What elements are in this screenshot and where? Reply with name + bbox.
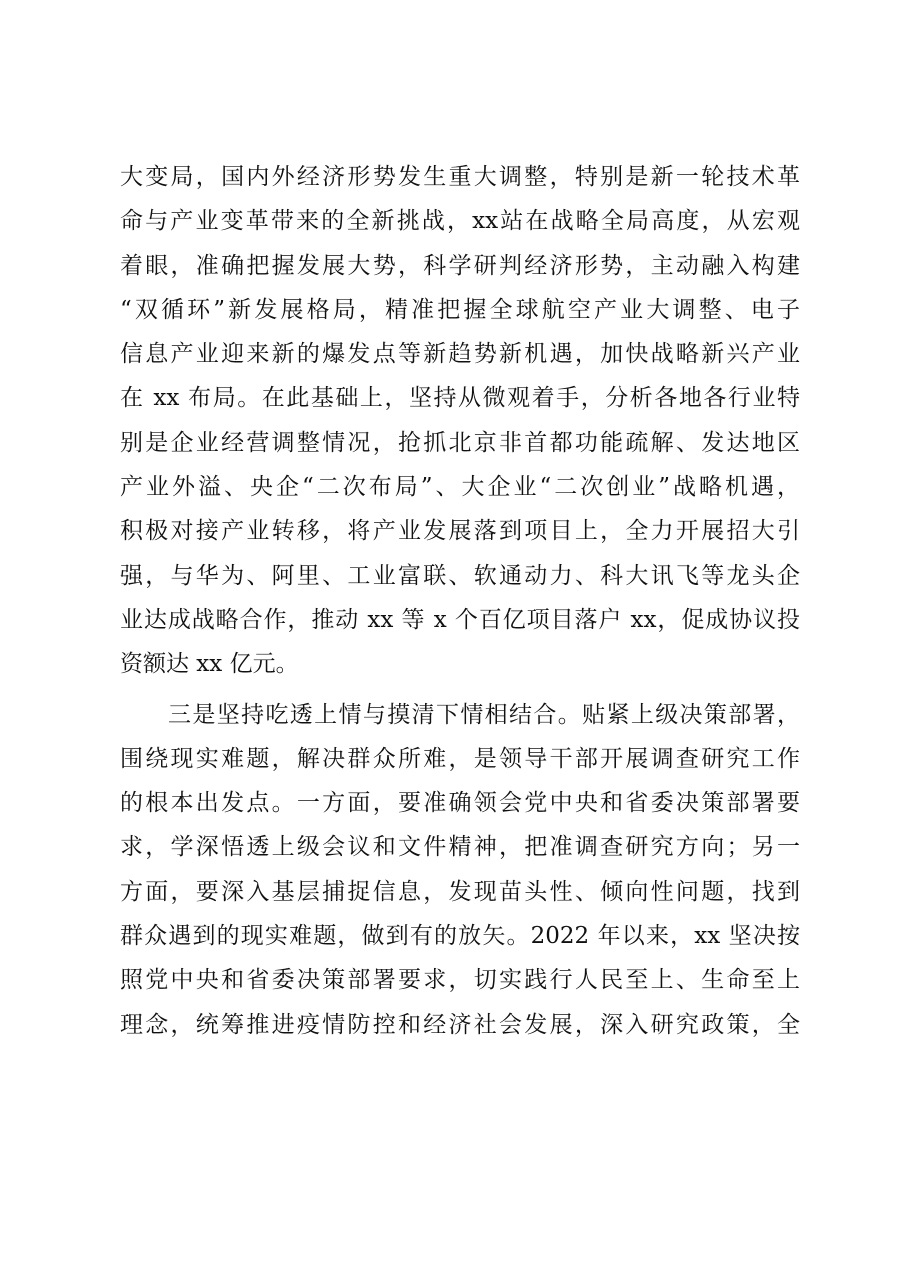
body-text (120, 155, 800, 1047)
text-line: 的根本出发点。一方面，要准确领会党中央和省委决策部署要 (120, 790, 800, 817)
text-line: 强，与华为、阿里、工业富联、软通动力、科大讯飞等龙头企 (120, 562, 800, 589)
paragraph-1 (120, 155, 800, 687)
text-line: “双循环”新发展格局，精准把握全球航空产业大调整、电子 (120, 296, 800, 323)
text-line: 群众遇到的现实难题，做到有的放矢。2022 年以来，xx 坚决按 (120, 923, 800, 950)
text-line: 在 xx 布局。在此基础上，坚持从微观着手，分析各地各行业特 (120, 385, 800, 412)
text-line: 着眼，准确把握发展大势，科学研判经济形势，主动融入构建 (120, 252, 800, 279)
paragraph-2 (120, 693, 800, 1047)
text-line: 照党中央和省委决策部署要求，切实践行人民至上、生命至上 (120, 967, 800, 994)
text-line: 积极对接产业转移，将产业发展落到项目上，全力开展招大引 (120, 518, 800, 545)
text-line: 产业外溢、央企“二次布局”、大企业“二次创业”战略机遇， (120, 474, 800, 501)
text-line: 大变局，国内外经济形势发生重大调整，特别是新一轮技术革 (120, 164, 800, 190)
text-line: 别是企业经营调整情况，抢抓北京非首都功能疏解、发达地区 (120, 429, 800, 456)
text-line: 围绕现实难题，解决群众所难，是领导干部开展调查研究工作 (120, 745, 800, 772)
text-line: 方面，要深入基层捕捉信息，发现苗头性、倾向性问题，找到 (120, 878, 800, 905)
text-line: 信息产业迎来新的爆发点等新趋势新机遇，加快战略新兴产业 (120, 341, 800, 368)
text-line: 资额达 xx 亿元。 (120, 651, 299, 678)
text-line: 业达成战略合作，推动 xx 等 x 个百亿项目落户 xx，促成协议投 (120, 606, 800, 633)
text-line: 求，学深悟透上级会议和文件精神，把准调查研究方向；另一 (120, 834, 800, 861)
text-line: 命与产业变革带来的全新挑战，xx站在战略全局高度，从宏观 (120, 208, 800, 235)
text-line: 三是坚持吃透上情与摸清下情相结合。贴紧上级决策部署， (168, 701, 800, 728)
text-line: 理念，统筹推进疫情防控和经济社会发展，深入研究政策，全 (120, 1011, 800, 1038)
